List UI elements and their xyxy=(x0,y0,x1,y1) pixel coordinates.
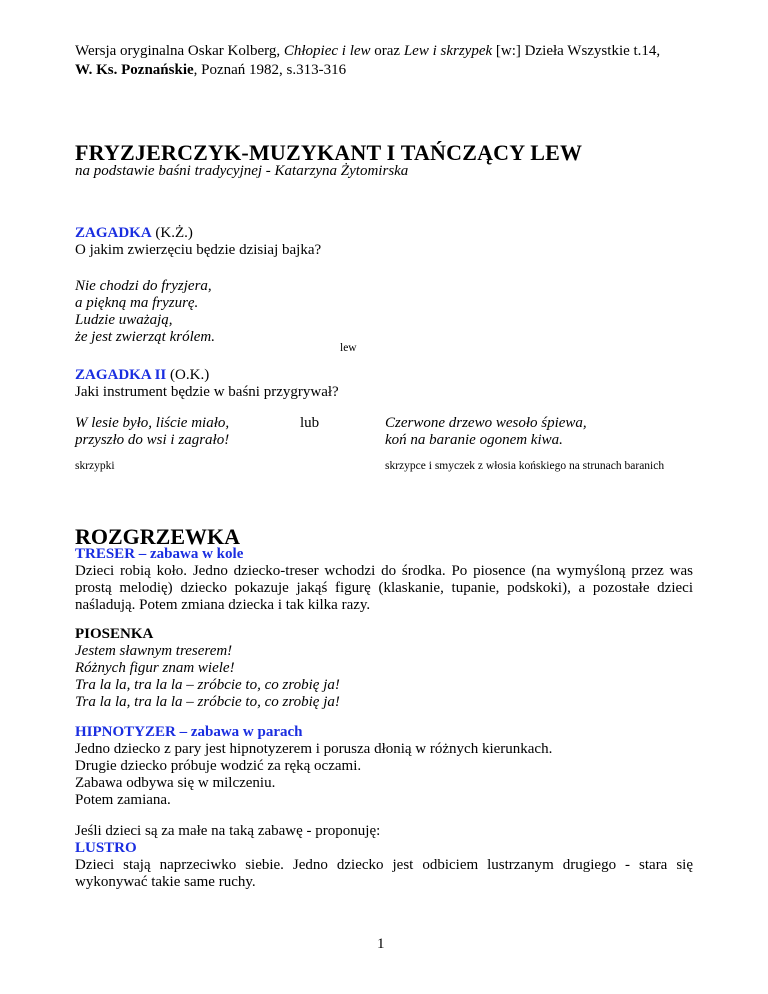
verse-line: Czerwone drzewo wesoło śpiewa, xyxy=(385,415,587,431)
song-line: Tra la la, tra la la – zróbcie to, co zrobię ja! xyxy=(75,694,340,710)
verse-line: W lesie było, liście miało, xyxy=(75,415,230,431)
source-title-2: Lew i skrzypek xyxy=(403,43,493,59)
section-heading-warmup: ROZGRZEWKA xyxy=(75,524,241,549)
hipnotyzer-text xyxy=(75,741,552,809)
treser-heading: TRESER – zabawa w kole xyxy=(75,546,244,562)
text-line: Jedno dziecko z pary jest hipnotyzerem i porusza dłonią w różnych kierunkach. xyxy=(75,741,553,757)
riddle-2-question: Jaki instrument będzie w baśni przygrywał? xyxy=(75,384,339,400)
riddle-1-question: O jakim zwierzęciu będzie dzisiaj bajka? xyxy=(75,242,322,258)
riddle-2-answer-left: skrzypki xyxy=(75,460,115,472)
text-line: Potem zamiana. xyxy=(75,792,171,808)
text-line: Drugie dziecko próbuje wodzić za ręką oczami. xyxy=(75,758,362,774)
riddle-2-heading-line xyxy=(75,367,209,384)
song-lines xyxy=(75,643,340,711)
source-publisher: W. Ks. Poznańskie xyxy=(75,62,194,78)
verse-line: przyszło do wsi i zagrało! xyxy=(75,432,230,448)
verse-line: Nie chodzi do fryzjera, xyxy=(75,278,212,294)
source-place: , Poznań 1982, s.313-316 xyxy=(193,62,347,78)
mirror-heading: LUSTRO xyxy=(75,840,137,856)
song-line: Jestem sławnym treserem! xyxy=(75,643,233,659)
riddle-2-author: (O.K.) xyxy=(166,367,210,383)
riddle-1-verse xyxy=(75,278,215,346)
mirror-intro: Jeśli dzieci są za małe na taką zabawę - proponuję: xyxy=(75,823,381,839)
source-note xyxy=(75,43,695,79)
verse-line: Ludzie uważają, xyxy=(75,312,173,328)
riddle-2-answer-right: skrzypce i smyczek z włosia końskiego na strunach baranich xyxy=(385,460,665,472)
riddle-1-heading: ZAGADKA xyxy=(75,225,152,241)
source-suffix: [w:] Dzieła Wszystkie t.14, xyxy=(492,43,661,59)
song-heading: PIOSENKA xyxy=(75,626,154,642)
riddle-2-heading: ZAGADKA II xyxy=(75,367,167,383)
riddle-2-or: lub xyxy=(300,415,320,431)
riddle-1-heading-line xyxy=(75,225,193,242)
source-mid: oraz xyxy=(370,43,404,59)
verse-line: a piękną ma fryzurę. xyxy=(75,295,199,311)
mirror-text: Dzieci stają naprzeciwko siebie. Jedno dziecko jest odbiciem lustrzanym drugiego - stara się wykonywać takie same ruchy. xyxy=(75,857,693,890)
song-line: Różnych figur znam wiele! xyxy=(75,660,235,676)
page-title: FRYZJERCZYK-MUZYKANT I TAŃCZĄCY LEW xyxy=(75,140,583,165)
source-prefix: Wersja oryginalna Oskar Kolberg, xyxy=(75,43,284,59)
verse-line: koń na baranie ogonem kiwa. xyxy=(385,432,563,448)
source-title-1: Chłopiec i lew xyxy=(283,43,371,59)
riddle-1-author: (K.Ż.) xyxy=(151,225,193,241)
riddle-2-verse-right xyxy=(385,415,587,449)
page-number: 1 xyxy=(377,936,385,952)
treser-text: Dzieci robią koło. Jedno dziecko-treser wchodzi do środka. Po piosence (na wymyśloną przez was prostą melodię) dziecko pokazuje jakąś figurę (klaskanie, tupanie, podskoki), a pozostałe dzieci naśladują. Potem zmiana dziecka i tak kilka razy. xyxy=(75,563,693,613)
text-line: Zabawa odbywa się w milczeniu. xyxy=(75,775,276,791)
song-line: Tra la la, tra la la – zróbcie to, co zrobię ja! xyxy=(75,677,340,693)
riddle-1-answer: lew xyxy=(340,342,357,354)
hipnotyzer-heading: HIPNOTYZER – zabawa w parach xyxy=(75,724,303,740)
verse-line: że jest zwierząt królem. xyxy=(75,329,215,345)
riddle-2-verse-left xyxy=(75,415,229,449)
page-subtitle: na podstawie baśni tradycyjnej - Katarzyna Żytomirska xyxy=(75,163,409,179)
